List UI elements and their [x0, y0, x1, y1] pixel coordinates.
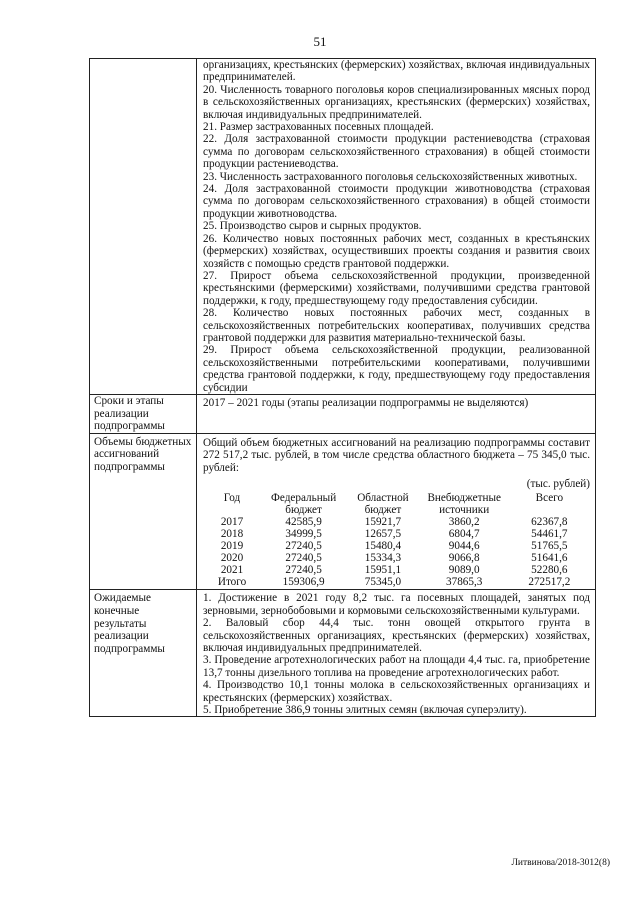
indicators-row — [90, 59, 595, 394]
budget-cell-offbudget: 37865,3 — [446, 576, 483, 589]
table-row — [203, 516, 590, 528]
budget-cell-federal: 34999,5 — [285, 528, 322, 541]
passport-table — [89, 58, 596, 717]
budget-cell-federal: 159306,9 — [282, 576, 325, 589]
budget-table — [203, 492, 590, 588]
budget-header: Областной бюджет — [357, 492, 409, 517]
budget-cell-regional: 12657,5 — [364, 528, 402, 541]
indicator-item: 28. Количество новых постоянных рабочих мест, созданных в сельскохозяйственных потребительских кооперативах, получивших средства грантовой поддержки для развития материально-технической базы. — [203, 307, 590, 344]
table-row-total — [203, 576, 590, 588]
indicator-item: 23. Численность застрахованного поголовья сельскохозяйственных животных. — [203, 170, 578, 183]
budget-cell-total: 51765,5 — [531, 540, 568, 553]
result-item: 5. Приобретение 386,9 тонны элитных семян (включая суперэлиту). — [203, 704, 527, 717]
budget-intro: Общий объем бюджетных ассигнований на реализацию подпрограммы составит 272 517,2 тыс. рублей, в том числе средства областного бюджета – 75 345,0 тыс. рублей: — [203, 436, 590, 474]
budget-cell-federal: 42585,9 — [285, 516, 322, 529]
budget-cell-total: 62367,8 — [531, 516, 568, 529]
budget-cell-year: 2019 — [220, 540, 244, 553]
budget-cell — [197, 434, 595, 590]
budget-cell-regional: 15921,7 — [364, 516, 402, 529]
terms-label: Сроки и этапы реализации подпрограммы — [90, 395, 197, 433]
budget-header: Всего — [535, 492, 564, 505]
budget-cell-year: 2021 — [220, 564, 244, 577]
budget-cell-year: 2020 — [220, 552, 244, 565]
budget-cell-regional: 15951,1 — [364, 564, 402, 577]
results-row — [90, 589, 595, 716]
footer-code: Литвинова/2018-3012(8) — [511, 858, 610, 868]
budget-cell-total: 51641,6 — [531, 552, 568, 565]
budget-cell-offbudget: 3860,2 — [448, 516, 480, 529]
results-label: Ожидаемые конечные результаты реализации подпрограммы — [90, 590, 197, 716]
indicator-item: организациях, крестьянских (фермерских) хозяйствах, включая индивидуальных предпринимателей. — [203, 59, 590, 84]
indicator-item: 24. Доля застрахованной стоимости продукции животноводства (страховая сумма по договорам сельскохозяйственного страхования) в общей стоимости продукции животноводства. — [203, 183, 590, 220]
result-item: 3. Проведение агротехнологических работ на площади 4,4 тыс. га, приобретение 13,7 тонны дизельного топлива на проведение агротехнологических работ. — [203, 654, 590, 679]
terms-text: 2017 – 2021 годы (этапы реализации подпрограммы не выделяются) — [203, 396, 529, 409]
indicators-label-cell — [90, 59, 197, 394]
budget-header-row — [203, 492, 590, 516]
table-row — [203, 528, 590, 540]
budget-cell-federal: 27240,5 — [285, 564, 322, 577]
budget-cell-year: 2017 — [220, 516, 244, 529]
indicator-item: 21. Размер застрахованных посевных площадей. — [203, 121, 434, 134]
table-row — [203, 540, 590, 552]
budget-cell-total: 52280,6 — [531, 564, 568, 577]
indicator-item: 27. Прирост объема сельскохозяйственной продукции, произведенной крестьянскими (фермерскими) хозяйствами, получившими средства грантовой поддержки, к году, предшествующему году предоставления субсидии. — [203, 269, 590, 307]
result-item: 1. Достижение в 2021 году 8,2 тыс. га посевных площадей, занятых под зерновыми, зернобобовыми и кормовыми сельскохозяйственными культурами. — [203, 592, 590, 617]
budget-header: Год — [223, 492, 241, 505]
budget-row — [90, 433, 595, 590]
budget-cell-year: 2018 — [220, 528, 244, 541]
indicators-cell — [197, 59, 595, 394]
indicator-item: 25. Производство сыров и сырных продуктов. — [203, 220, 422, 233]
budget-cell-year: Итого — [217, 576, 247, 589]
terms-row — [90, 394, 595, 433]
result-item: 2. Валовый сбор 44,4 тыс. тонн овощей открытого грунта в сельскохозяйственных организациях, крестьянских (фермерских) хозяйствах, включая индивидуальных предпринимателей. — [203, 617, 590, 654]
budget-cell-federal: 27240,5 — [285, 540, 322, 553]
results-cell — [197, 590, 595, 716]
budget-cell-regional: 15480,4 — [364, 540, 402, 553]
budget-cell-offbudget: 6804,7 — [448, 528, 480, 541]
budget-unit: (тыс. рублей) — [526, 477, 590, 490]
budget-cell-federal: 27240,5 — [285, 552, 322, 565]
indicator-item: 26. Количество новых постоянных рабочих мест, созданных в крестьянских (фермерских) хозяйствах, осуществивших проекты создания и развития своих хозяйств с помощью средств грантовой поддержки. — [203, 232, 590, 270]
budget-cell-offbudget: 9044,6 — [448, 540, 480, 553]
budget-cell-total: 54461,7 — [531, 528, 568, 541]
table-row — [203, 552, 590, 564]
indicator-item: 29. Прирост объема сельскохозяйственной продукции, реализованной сельскохозяйственными потребительскими кооперативами, получившими средства грантовой поддержки, к году, предшествующему году предоставления субсидии — [203, 344, 590, 394]
budget-header: Внебюджетные источники — [427, 492, 501, 517]
page-number: 51 — [313, 34, 327, 49]
table-row — [203, 564, 590, 576]
budget-label: Объемы бюджетных ассигнований подпрограммы — [90, 434, 197, 590]
budget-cell-offbudget: 9066,8 — [448, 552, 480, 565]
result-item: 4. Производство 10,1 тонны молока в сельскохозяйственных организациях и крестьянских (фермерских) хозяйствах. — [203, 679, 590, 704]
budget-cell-regional: 15334,3 — [364, 552, 402, 565]
indicator-item: 22. Доля застрахованной стоимости продукции растениеводства (страховая сумма по договорам сельскохозяйственного страхования) в общей стоимости продукции растениеводства. — [203, 133, 590, 171]
indicator-item: 20. Численность товарного поголовья коров специализированных мясных пород в сельскохозяйственных организациях, крестьянских (фермерских) хозяйствах, включая индивидуальных предпринимателей. — [203, 83, 590, 121]
terms-value — [197, 395, 595, 433]
budget-cell-regional: 75345,0 — [364, 576, 402, 589]
budget-header: Федеральный бюджет — [271, 492, 337, 517]
budget-cell-offbudget: 9089,0 — [448, 564, 480, 577]
budget-cell-total: 272517,2 — [528, 576, 571, 589]
